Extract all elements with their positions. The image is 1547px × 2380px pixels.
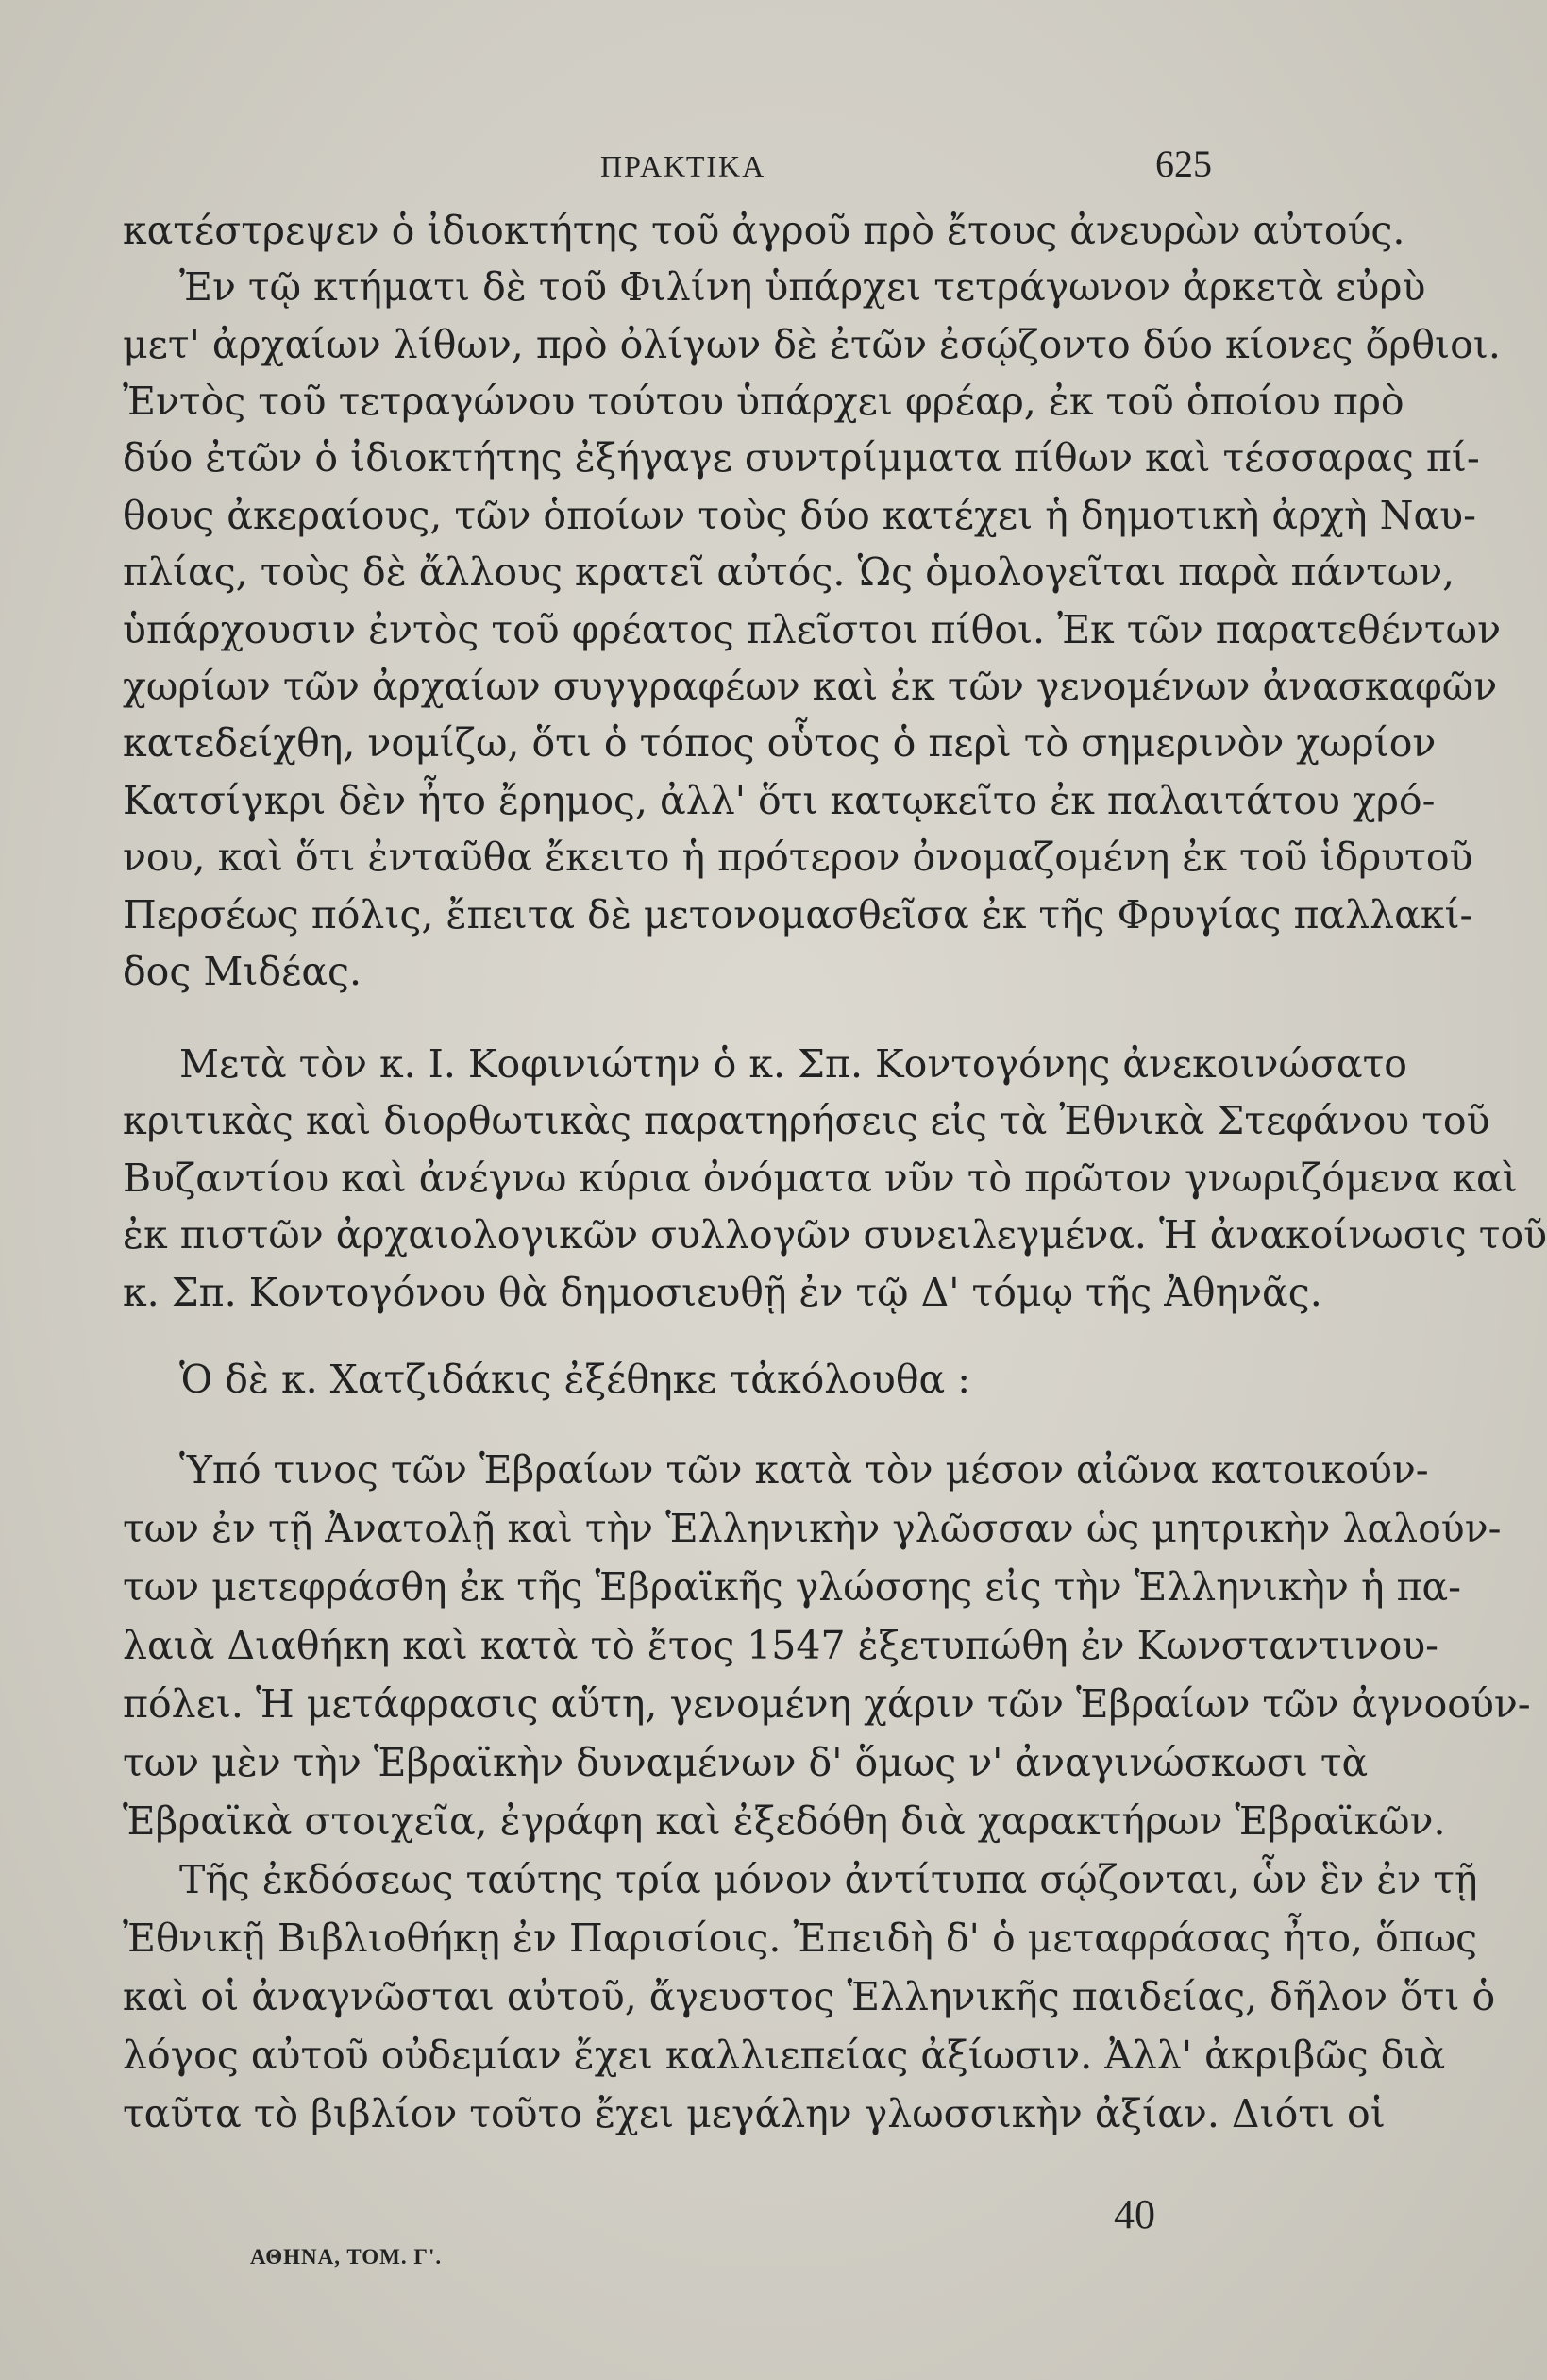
text-line: Ἐθνικῇ Βιβλιοθήκῃ ἐν Παρισίοις. Ἐπειδὴ δ' ὁ μεταφράσας ἦτο, ὅπως <box>123 1916 1478 1961</box>
signature-mark: ΑΘΗΝΑ, ΤΟΜ. Γ'. <box>250 2245 443 2269</box>
running-title: ΠΡΑΚΤΙΚΑ <box>600 149 766 183</box>
text-line: Ὑπό τινος τῶν Ἑβραίων τῶν κατὰ τὸν μέσον αἰῶνα κατοικούν- <box>179 1447 1429 1493</box>
text-line: Τῆς ἐκδόσεως ταύτης τρία μόνον ἀντίτυπα σῴζονται, ὧν ἓν ἐν τῇ <box>179 1857 1478 1902</box>
text-line: των ἐν τῇ Ἀνατολῇ καὶ τὴν Ἑλληνικὴν γλῶσσαν ὡς μητρικὴν λαλούν- <box>123 1506 1502 1551</box>
text-line: κατεδείχθη, νομίζω, ὅτι ὁ τόπος οὗτος ὁ περὶ τὸ σημερινὸν χωρίον <box>123 720 1437 766</box>
running-head <box>0 142 1388 198</box>
text-line: νου, καὶ ὅτι ἐνταῦθα ἔκειτο ἡ πρότερον ὀνομαζομένη ἐκ τοῦ ἱδρυτοῦ <box>123 835 1473 880</box>
text-line: λαιὰ Διαθήκη καὶ κατὰ τὸ ἔτος 1547 ἐξετυπώθη ἐν Κωνσταντινου- <box>123 1623 1439 1668</box>
text-line: Βυζαντίου καὶ ἀνέγνω κύρια ὀνόματα νῦν τὸ πρῶτον γνωριζόμενα καὶ <box>123 1156 1518 1201</box>
text-line: ταῦτα τὸ βιβλίον τοῦτο ἔχει μεγάλην γλωσσικὴν ἀξίαν. Διότι οἱ <box>123 2091 1386 2136</box>
text-line: κατέστρεψεν ὁ ἰδιοκτήτης τοῦ ἀγροῦ πρὸ ἔτους ἀνευρὼν αὐτούς. <box>123 208 1405 253</box>
page-footer <box>0 2191 1388 2292</box>
text-line: ὑπάρχουσιν ἐντὸς τοῦ φρέατος πλεῖστοι πίθοι. Ἐκ τῶν παρατεθέντων <box>123 607 1502 652</box>
text-line: Ἐν τῷ κτήματι δὲ τοῦ Φιλίνη ὑπάρχει τετράγωνον ἀρκετὰ εὐρὺ <box>179 264 1426 310</box>
text-line: Κατσίγκρι δὲν ἦτο ἔρημος, ἀλλ' ὅτι κατῳκεῖτο ἐκ παλαιτάτου χρό- <box>123 778 1436 823</box>
text-line: ἐκ πιστῶν ἀρχαιολογικῶν συλλογῶν συνειλεγμένα. Ἡ ἀνακοίνωσις τοῦ <box>123 1212 1547 1258</box>
text-line: χωρίων τῶν ἀρχαίων συγγραφέων καὶ ἐκ τῶν γενομένων ἀνασκαφῶν <box>123 664 1498 709</box>
text-line: καὶ οἱ ἀναγνῶσται αὐτοῦ, ἄγευστος Ἑλληνικῆς παιδείας, δῆλον ὅτι ὁ <box>123 1974 1496 2019</box>
text-line: Ἐντὸς τοῦ τετραγώνου τούτου ὑπάρχει φρέαρ, ἐκ τοῦ ὁποίου πρὸ <box>123 379 1404 424</box>
text-line: Μετὰ τὸν κ. Ι. Κοφινιώτην ὁ κ. Σπ. Κοντογόνης ἀνεκοινώσατο <box>179 1041 1407 1087</box>
text-line: δύο ἐτῶν ὁ ἰδιοκτήτης ἐξήγαγε συντρίμματα πίθων καὶ τέσσαρας πί- <box>123 435 1480 481</box>
text-line: των μετεφράσθη ἐκ τῆς Ἑβραϊκῆς γλώσσης εἰς τὴν Ἑλληνικὴν ἡ πα- <box>123 1564 1462 1610</box>
text-line: κ. Σπ. Κοντογόνου θὰ δημοσιευθῇ ἐν τῷ Δ' τόμῳ τῆς Ἀθηνᾶς. <box>123 1270 1322 1315</box>
text-line: Ὁ δὲ κ. Χατζιδάκις ἐξέθηκε τἀκόλουθα : <box>179 1357 971 1402</box>
text-line: κριτικὰς καὶ διορθωτικὰς παρατηρήσεις εἰς τὰ Ἐθνικὰ Στεφάνου τοῦ <box>123 1098 1490 1143</box>
text-line: μετ' ἀρχαίων λίθων, πρὸ ὀλίγων δὲ ἐτῶν ἐσῴζοντο δύο κίονες ὄρθιοι. <box>123 322 1501 367</box>
sheet-number: 40 <box>1114 2191 1155 2237</box>
text-line: θους ἀκεραίους, τῶν ὁποίων τοὺς δύο κατέχει ἡ δημοτικὴ ἀρχὴ Ναυ- <box>123 493 1476 538</box>
text-line: των μὲν τὴν Ἑβραϊκὴν δυναμένων δ' ὅμως ν' ἀναγινώσκωσι τὰ <box>123 1740 1369 1785</box>
text-line: πόλει. Ἡ μετάφρασις αὕτη, γενομένη χάριν τῶν Ἑβραίων τῶν ἀγνοούν- <box>123 1681 1531 1727</box>
text-line: δος Μιδέας. <box>123 949 362 994</box>
text-line: Περσέως πόλις, ἔπειτα δὲ μετονομασθεῖσα ἐκ τῆς Φρυγίας παλλακί- <box>123 892 1473 937</box>
page-number: 625 <box>1155 143 1212 185</box>
text-line: Ἑβραϊκὰ στοιχεῖα, ἐγράφη καὶ ἐξεδόθη διὰ χαρακτήρων Ἑβραϊκῶν. <box>123 1798 1446 1844</box>
text-line: πλίας, τοὺς δὲ ἄλλους κρατεῖ αὐτός. Ὡς ὁμολογεῖται παρὰ πάντων, <box>123 549 1455 595</box>
text-line: λόγος αὐτοῦ οὐδεμίαν ἔχει καλλιεπείας ἀξίωσιν. Ἀλλ' ἀκριβῶς διὰ <box>123 2033 1446 2078</box>
